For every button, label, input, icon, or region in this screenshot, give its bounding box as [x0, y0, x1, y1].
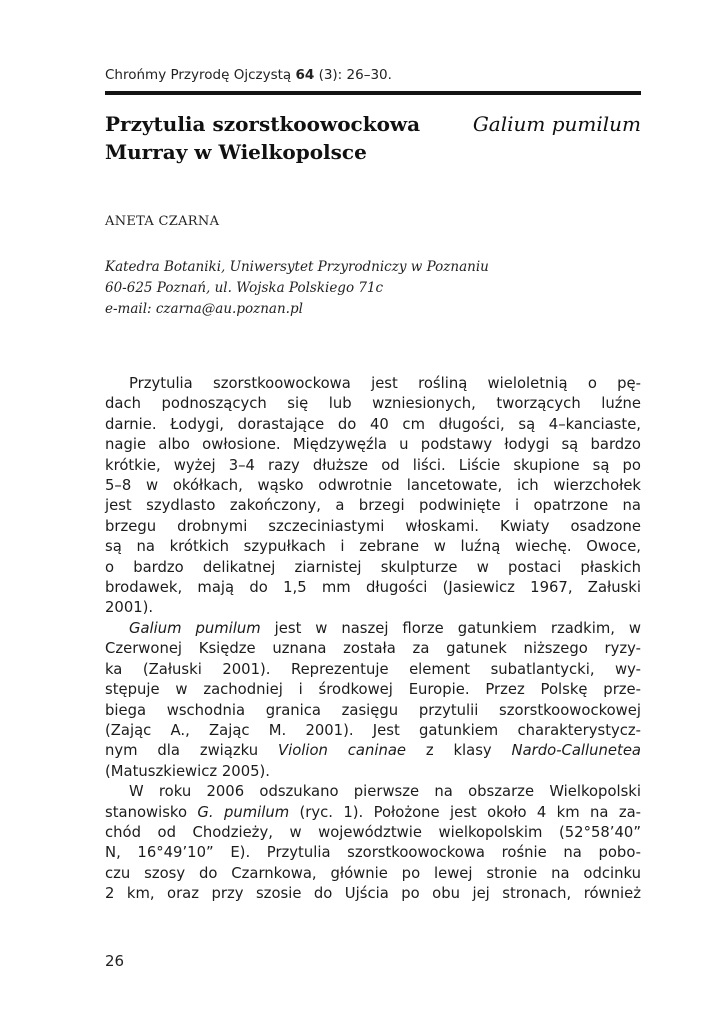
- text-line: Czerwonej Księdze uznana została za gatunek niższego ryzy-: [105, 640, 641, 658]
- text-line: [105, 619, 641, 639]
- affiliation: [105, 257, 489, 320]
- header-rule: [105, 91, 641, 95]
- article-body: [105, 374, 641, 905]
- title-polish-name: Przytulia szorstkoowockowa: [105, 112, 421, 136]
- text-line: nagie albo owłosione. Międzywęźla u podstawy łodygi są bardzo: [105, 436, 641, 454]
- text-line: brodawek, mają do 1,5 mm długości (Jasiewicz 1967, Załuski: [105, 579, 641, 597]
- affiliation-line1: Katedra Botaniki, Uniwersytet Przyrodniczy w Poznaniu: [105, 259, 489, 275]
- affiliation-email: e-mail: czarna@au.poznan.pl: [105, 301, 303, 317]
- text-line: ka (Załuski 2001). Reprezentuje element subatlantycki, wy-: [105, 660, 641, 678]
- species-name: G. pumilum: [197, 803, 290, 821]
- text-line: dach podnoszących się lub wzniesionych, tworzących luźne: [105, 395, 641, 413]
- text-segment: stanowisko: [105, 803, 198, 821]
- text-line: biega wschodnia granica zasięgu przytulii szorstkoowockowej: [105, 701, 641, 719]
- text-line: czu szosy do Czarnkowa, głównie po lewej stronie na odcinku: [105, 864, 641, 882]
- page-number: 26: [105, 952, 125, 970]
- paragraph-2: [105, 619, 641, 782]
- author-name: ANETA CZARNA: [105, 214, 220, 229]
- text-line: krótkie, wyżej 3–4 razy dłuższe od liści. Liście skupione są po: [105, 456, 641, 474]
- text-line: Przytulia szorstkoowockowa jest rośliną wieloletnią o pę-: [129, 375, 641, 392]
- paragraph-1: [105, 374, 641, 619]
- volume-number: 64: [295, 67, 315, 83]
- text-line: N, 16°49’10” E). Przytulia szorstkoowockowa rośnie na pobo-: [105, 844, 641, 862]
- text-segment: (ryc. 1). Położone jest około 4 km na za-: [289, 803, 641, 821]
- text-line: [105, 803, 641, 823]
- title-line2: Murray w Wielkopolsce: [105, 140, 367, 164]
- text-line: 5–8 w okółkach, wąsko odwrotnie lancetowate, ich wierzchołek: [105, 477, 641, 495]
- text-segment: nym dla związku: [105, 742, 278, 760]
- issue-pages: (3): 26–30.: [318, 67, 392, 83]
- text-line: 2 km, oraz przy szosie do Ujścia po obu jej stronach, również: [105, 885, 641, 903]
- text-line: o bardzo delikatnej ziarnistej skulpturze w postaci płaskich: [105, 558, 641, 576]
- text-line: są na krótkich szypułkach i zebrane w luźną wiechę. Owoce,: [105, 538, 641, 556]
- article-title: [105, 110, 641, 166]
- affiliation-line2: 60-625 Poznań, ul. Wojska Polskiego 71c: [105, 280, 384, 296]
- text-line: [105, 741, 641, 761]
- text-line: darnie. Łodygi, dorastające do 40 cm długości, są 4–kanciaste,: [105, 415, 641, 433]
- text-segment: z klasy: [406, 742, 512, 760]
- text-line: jest szydlasto zakończony, a brzegi podwinięte i opatrzone na: [105, 497, 641, 515]
- text-line: (Matuszkiewicz 2005).: [105, 762, 270, 780]
- text-line: chód od Chodzieży, w województwie wielkopolskim (52°58’40”: [105, 823, 641, 841]
- text-line: W roku 2006 odszukano pierwsze na obszarze Wielkopolski: [129, 783, 641, 801]
- title-latin-name: Galium pumilum: [472, 112, 641, 136]
- text-line: (Zając A., Zając M. 2001). Jest gatunkiem charakterystycz-: [105, 721, 641, 739]
- text-line: brzegu drobnymi szczeciniastymi włoskami. Kwiaty osadzone: [105, 517, 641, 535]
- running-head: [105, 67, 392, 83]
- text-line: 2001).: [105, 599, 154, 617]
- text-segment: jest w naszej florze gatunkiem rzadkim, w: [260, 619, 642, 637]
- species-name: Galium pumilum: [129, 619, 261, 637]
- paragraph-3: [105, 782, 641, 904]
- syntaxon-name: Nardo-Callunetea: [511, 742, 641, 760]
- syntaxon-name: Violion caninae: [277, 742, 406, 760]
- text-line: stępuje w zachodniej i środkowej Europie. Przez Polskę prze-: [105, 681, 641, 699]
- journal-name: Chrońmy Przyrodę Ojczystą: [105, 67, 292, 83]
